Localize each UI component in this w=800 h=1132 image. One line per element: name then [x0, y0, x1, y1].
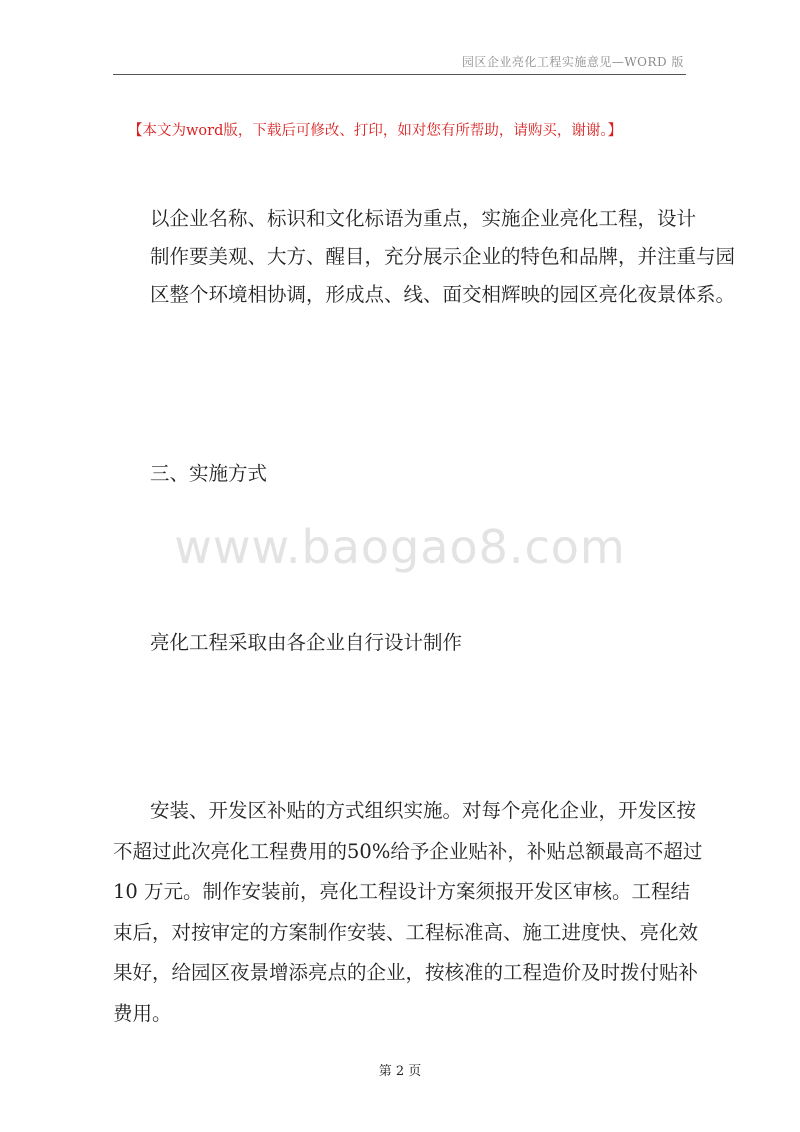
- implementation-paragraph: 亮化工程采取由各企业自行设计制作: [150, 631, 463, 654]
- paragraph-line: 制作要美观、大方、醒目，充分展示企业的特色和品牌，并注重与园: [150, 245, 736, 268]
- watermark: www.baogao8.com: [174, 520, 626, 574]
- running-header: 园区企业亮化工程实施意见—WORD 版: [461, 55, 684, 69]
- subsidy-paragraph: [113, 791, 703, 1034]
- intro-paragraph: [150, 200, 736, 314]
- paragraph-line: 束后，对按审定的方案制作安装、工程标准高、施工进度快、亮化效: [113, 920, 699, 944]
- paragraph-line: 费用。: [113, 1001, 172, 1025]
- paragraph-line: 不超过此次亮化工程费用的50%给予企业贴补，补贴总额最高不超过: [113, 839, 703, 863]
- purchase-notice: 【本文为word版，下载后可修改、打印，如对您有所帮助，请购买，谢谢。】: [128, 123, 623, 139]
- paragraph-line: 10 万元。制作安装前，亮化工程设计方案须报开发区审核。工程结: [113, 880, 691, 903]
- section-heading: 三、实施方式: [150, 462, 268, 485]
- paragraph-line: 安装、开发区补贴的方式组织实施。对每个亮化企业，开发区按: [150, 799, 697, 822]
- paragraph-line: 区整个环境相协调，形成点、线、面交相辉映的园区亮化夜景体系。: [150, 283, 736, 306]
- header-divider: [113, 74, 686, 75]
- paragraph-line: 果好，给园区夜景增添亮点的企业，按核准的工程造价及时拨付贴补: [113, 961, 699, 984]
- page-number: 第 2 页: [378, 1064, 422, 1079]
- paragraph-line: 以企业名称、标识和文化标语为重点，实施企业亮化工程，设计: [150, 207, 697, 230]
